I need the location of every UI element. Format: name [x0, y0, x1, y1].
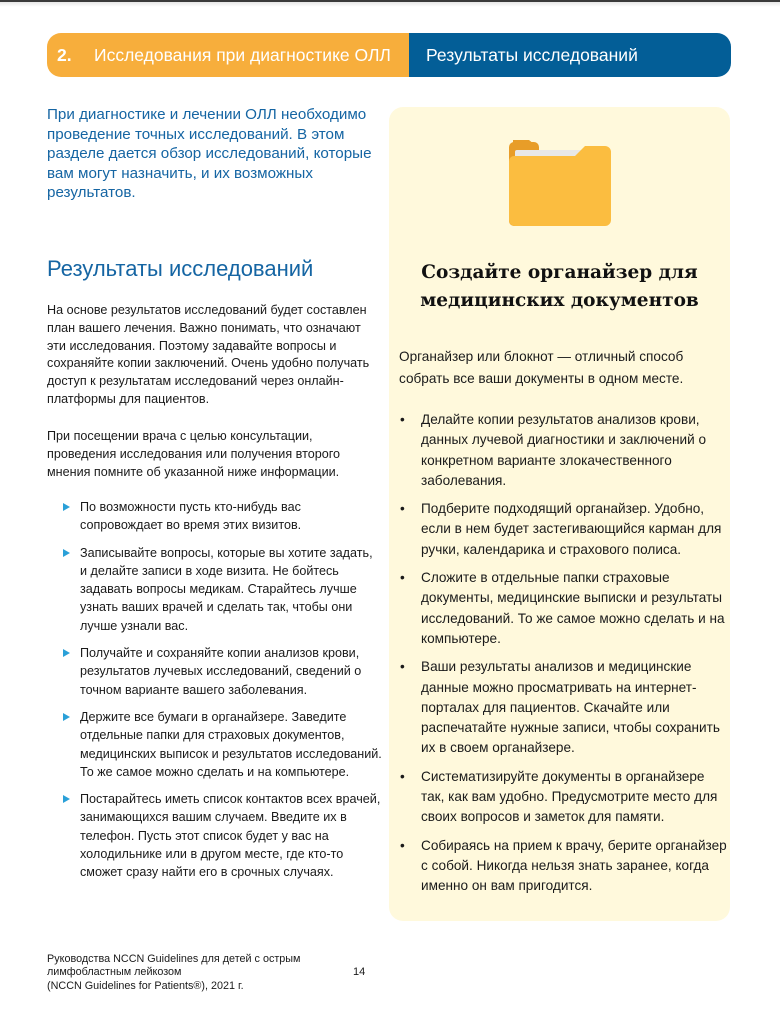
list-item-text: По возможности пусть кто-нибудь вас сопровождает во время этих визитов. — [80, 500, 302, 533]
list-item-text: Держите все бумаги в органайзере. Заведите отдельные папки для страховых документов, медицинских выписок и результатов исследований. То же самое можно сделать и на компьютере. — [80, 709, 382, 779]
chapter-number: 2. — [57, 44, 72, 65]
folder-icon — [509, 140, 611, 226]
arrow-right-icon — [63, 795, 70, 803]
bullet-icon: • — [400, 501, 405, 517]
card-list-item — [399, 568, 729, 649]
bullet-icon: • — [400, 570, 405, 586]
bullet-icon: • — [400, 412, 405, 427]
bullet-icon: • — [400, 837, 405, 853]
arrow-right-icon — [63, 549, 70, 557]
body-paragraph: На основе результатов исследований будет составлен план вашего лечения. Важно понимать, что означают эти исследования. Поэтому задавайте вопросы и сохраняйте копии заключений. Очень удобно получать доступ к результатам исследований через онлайн-платформы для пациентов. — [47, 303, 370, 406]
card-list-item — [399, 499, 729, 560]
card-list-item-text: Собираясь на прием к врачу, берите органайзер с собой. Никогда нельзя знать заранее, когда именно он вам пригодится. — [421, 837, 727, 894]
list-item — [47, 708, 382, 781]
card-list-item — [399, 836, 729, 897]
card-list — [399, 410, 729, 905]
footer-line: Руководства NCCN Guidelines для детей с острым — [47, 953, 301, 965]
organizer-tip-card — [389, 107, 730, 921]
chapter-tab — [47, 33, 409, 77]
card-title-line: медицинских документов — [420, 290, 699, 311]
card-list-item — [399, 657, 729, 758]
list-item-text: Постарайтесь иметь список контактов всех врачей, занимающихся вашим случаем. Введите их в телефон. Пусть этот список будет у вас на холодильнике или в другом месте, где кто-то сможет сразу найти его в срочных случаях. — [80, 792, 381, 880]
list-item-text: Получайте и сохраняйте копии анализов крови, результатов лучевых исследований, сведений о точном варианте вашего заболевания. — [80, 646, 362, 697]
arrow-right-icon — [63, 503, 70, 511]
card-list-item-text: Делайте копии результатов анализов крови, данных лучевой диагностики и заключений о конкретном варианте злокачественного заболевания. — [421, 412, 707, 488]
list-item-text: Записывайте вопросы, которые вы хотите задать, и делайте записи в ходе визита. Не бойтесь задавать вопросы медикам. Старайтесь лучше узнать ваших врачей и сделать так, чтобы они лучше узнали вас. — [80, 545, 373, 633]
arrow-right-icon — [63, 713, 70, 721]
card-title — [389, 259, 730, 315]
footer-citation — [47, 953, 347, 993]
page-number: 14 — [353, 966, 366, 978]
card-list-item — [399, 767, 729, 828]
arrow-right-icon — [63, 649, 70, 657]
card-title-line: Создайте органайзер для — [421, 262, 698, 283]
card-intro: Органайзер или блокнот — отличный способ собрать все ваши документы в одном месте. — [399, 349, 684, 386]
card-list-item-text: Сложите в отдельные папки страховые документы, медицинские выписки и результаты исследований. То же самое можно сделать и на компьютере. — [421, 570, 725, 646]
card-list-item-text: Систематизируйте документы в органайзере так, как вам удобно. Предусмотрите место для своих вопросов и заметок для памяти. — [421, 768, 718, 825]
chapter-header-bar — [47, 33, 731, 77]
list-item — [47, 644, 382, 699]
bullet-icon: • — [400, 659, 405, 675]
chapter-intro: При диагностике и лечении ОЛЛ необходимо проведение точных исследований. В этом разделе дается обзор исследований, которые вам могут назначить, и их возможных результатов. — [47, 106, 372, 202]
chapter-title: Исследования при диагностике ОЛЛ — [94, 44, 391, 65]
section-tab — [409, 33, 731, 77]
body-paragraph: При посещении врача с целью консультации, проведения исследования или получения второго мнения помните об указанной ниже информации. — [47, 429, 341, 479]
card-list-item — [399, 410, 729, 491]
page-title: Результаты исследований — [47, 256, 314, 281]
list-item — [47, 790, 382, 881]
footer-line: лимфобластным лейкозом — [47, 966, 182, 979]
tips-list — [47, 498, 382, 891]
list-item — [47, 498, 382, 535]
card-list-item-text: Подберите подходящий органайзер. Удобно, если в нем будет застегивающийся карман для ручки, календарика и страхового полиса. — [421, 501, 722, 557]
footer-line: (NCCN Guidelines for Patients®), 2021 г. — [47, 979, 244, 992]
page-top-shadow — [0, 2, 780, 7]
list-item — [47, 544, 382, 635]
card-list-item-text: Ваши результаты анализов и медицинские данные можно просматривать на интернет-порталах для пациентов. Скачайте или распечатайте нужные записи, чтобы сохранить их в своем органайзере. — [421, 659, 720, 756]
section-title-header: Результаты исследований — [426, 44, 638, 65]
bullet-icon: • — [400, 768, 405, 784]
